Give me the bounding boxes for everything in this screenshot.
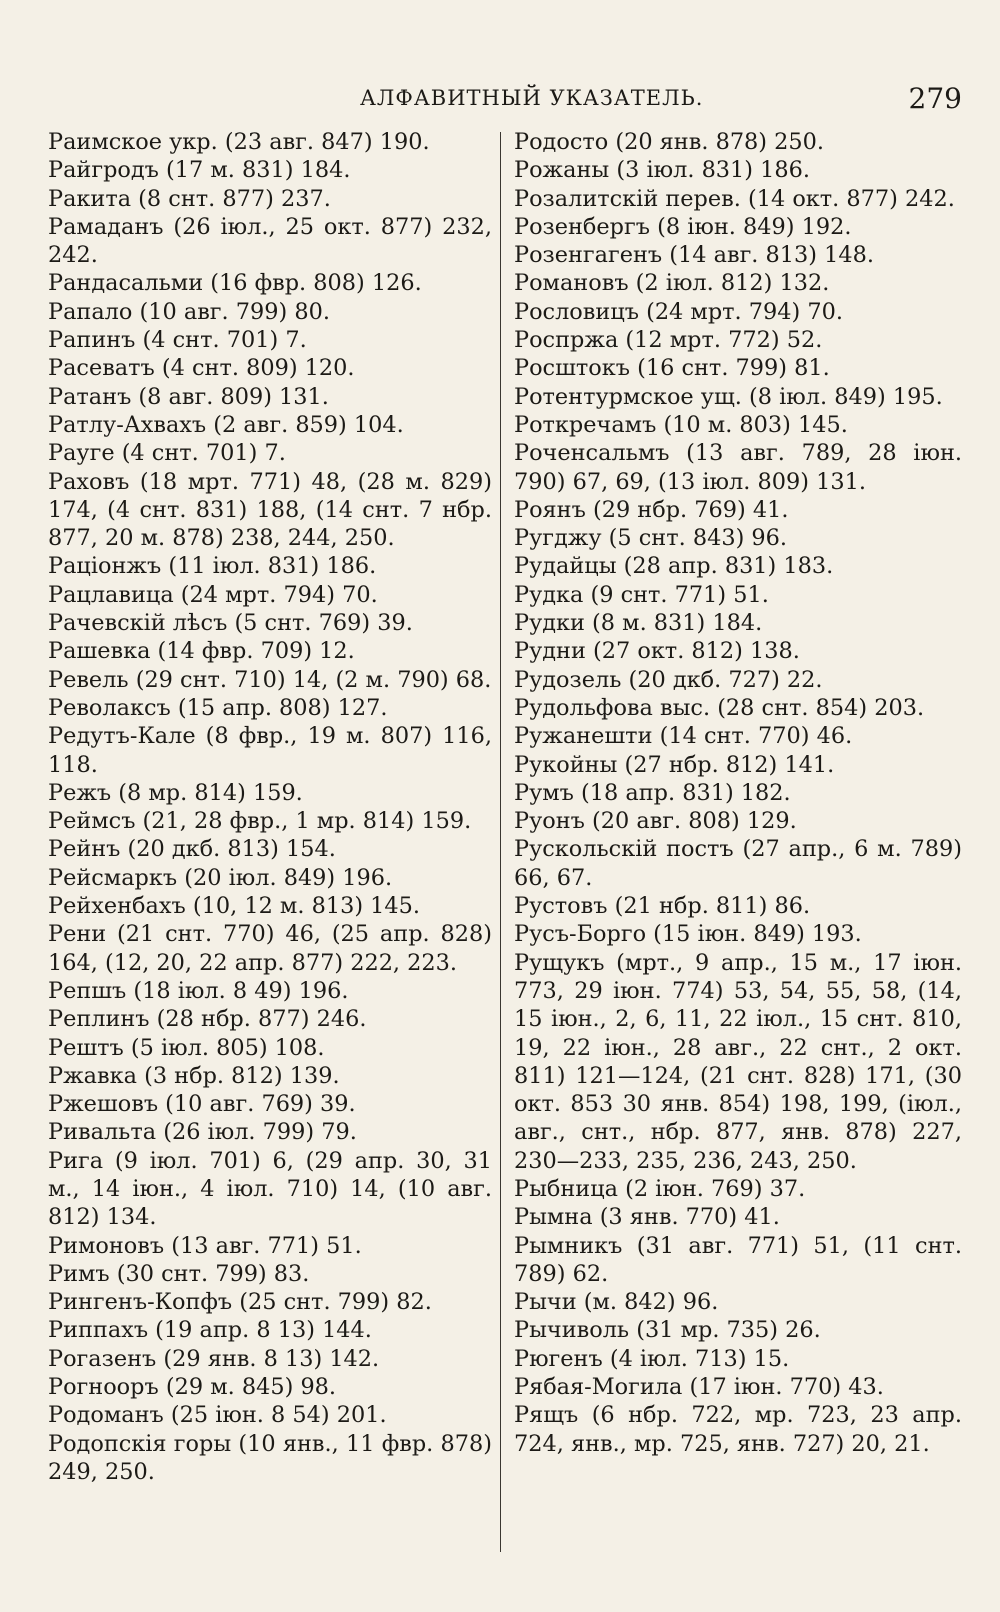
index-entry: Римъ (30 снт. 799) 83. <box>48 1260 310 1287</box>
index-entry: Родопскiя горы (10 янв., 11 фвр. 878) 249, 250. <box>48 1430 492 1485</box>
index-entry: Ривальта (26 iюл. 799) 79. <box>48 1119 357 1146</box>
index-entry: Рустовъ (21 нбр. 811) 86. <box>514 893 811 920</box>
index-entry: Риппахъ (19 апр. 8 13) 144. <box>48 1317 372 1344</box>
index-entry: Роспржа (12 мрт. 772) 52. <box>514 327 823 354</box>
index-entry: Русъ-Борго (15 iюн. 849) 193. <box>514 921 862 948</box>
index-entry: Ракита (8 снт. 877) 237. <box>48 185 331 212</box>
index-column-left <box>48 128 492 1486</box>
index-entry: Ратанъ (8 авг. 809) 131. <box>48 383 329 410</box>
index-entry: Румъ (18 апр. 831) 182. <box>514 779 791 806</box>
index-entry: Рештъ (5 iюл. 805) 108. <box>48 1034 325 1061</box>
index-entry: Ружанешти (14 снт. 770) 46. <box>514 723 853 750</box>
index-entry: Рудайцы (28 апр. 831) 183. <box>514 553 834 580</box>
index-entry: Рускольскiй постъ (27 апр., 6 м. 789) 66, 67. <box>514 836 962 891</box>
index-entry: Репшъ (18 iюл. 8 49) 196. <box>48 977 349 1004</box>
page-header <box>0 82 1000 122</box>
index-entry: Руонъ (20 авг. 808) 129. <box>514 808 797 835</box>
index-entry: Ржавка (3 нбр. 812) 139. <box>48 1062 340 1089</box>
index-entry: Рени (21 снт. 770) 46, (25 апр. 828) 164, (12, 20, 22 апр. 877) 222, 223. <box>48 921 492 976</box>
index-entry: Рапинъ (4 снт. 701) 7. <box>48 327 307 354</box>
index-entry: Рауге (4 снт. 701) 7. <box>48 440 286 467</box>
index-entry: Раимское укр. (23 авг. 847) 190. <box>48 129 430 155</box>
index-entry: Роянъ (29 нбр. 769) 41. <box>514 496 789 523</box>
index-entry: Рудки (8 м. 831) 184. <box>514 610 763 637</box>
index-entry: Рейсмаркъ (20 iюл. 849) 196. <box>48 864 393 891</box>
index-entry: Родосто (20 янв. 878) 250. <box>514 129 825 155</box>
index-entry: Родоманъ (25 iюн. 8 54) 201. <box>48 1402 387 1429</box>
index-entry: Рингенъ-Копфъ (25 снт. 799) 82. <box>48 1289 432 1316</box>
index-entry: Рымникъ (31 авг. 771) 51, (11 снт. 789) 62. <box>514 1232 962 1287</box>
index-entry: Расеватъ (4 снт. 809) 120. <box>48 355 355 382</box>
index-entry: Реймсъ (21, 28 фвр., 1 мр. 814) 159. <box>48 808 472 835</box>
index-entry: Розалитскiй перев. (14 окт. 877) 242. <box>514 185 955 212</box>
index-entry: Ратлу-Ахвахъ (2 авг. 859) 104. <box>48 411 404 438</box>
index-entry: Рогнооръ (29 м. 845) 98. <box>48 1374 337 1401</box>
index-entry: Ревель (29 снт. 710) 14, (2 м. 790) 68. <box>48 666 492 693</box>
index-entry: Рюгенъ (4 iюл. 713) 15. <box>514 1345 790 1372</box>
index-entry: Росштокъ (16 снт. 799) 81. <box>514 355 830 382</box>
index-entry: Рамаданъ (26 iюл., 25 окт. 877) 232, 242. <box>48 213 492 269</box>
index-entry: Рудка (9 снт. 771) 51. <box>514 581 769 608</box>
index-entry: Рословицъ (24 мрт. 794) 70. <box>514 298 843 325</box>
index-entry: Режъ (8 мр. 814) 159. <box>48 779 303 806</box>
index-entry: Рапало (10 авг. 799) 80. <box>48 298 330 325</box>
index-entry: Ржешовъ (10 авг. 769) 39. <box>48 1091 356 1118</box>
index-entry: Рейхенбахъ (10, 12 м. 813) 145. <box>48 893 421 920</box>
index-entry: Рейнъ (20 дкб. 813) 154. <box>48 836 336 863</box>
index-entry: Рига (9 iюл. 701) 6, (29 апр. 30, 31 м., 14 iюн., 4 iюл. 710) 14, (10 авг. 812) 134. <box>48 1147 492 1231</box>
index-entry: Реплинъ (28 нбр. 877) 246. <box>48 1006 367 1033</box>
index-entry: Римоновъ (13 авг. 771) 51. <box>48 1232 362 1259</box>
index-entry: Рычиволь (31 мр. 735) 26. <box>514 1317 821 1344</box>
index-entry: Рудни (27 окт. 812) 138. <box>514 638 800 665</box>
page-number: 279 <box>908 82 962 115</box>
index-entry: Рандасальми (16 фвр. 808) 126. <box>48 270 422 297</box>
index-entry: Рябая-Могила (17 iюн. 770) 43. <box>514 1374 884 1401</box>
index-entry: Рящъ (6 нбр. 722, мр. 723, 23 апр. 724, янв., мр. 725, янв. 727) 20, 21. <box>514 1402 962 1457</box>
index-entry: Ротентурмское ущ. (8 iюл. 849) 195. <box>514 383 943 410</box>
page-title: АЛФАВИТНЫЙ УКАЗАТЕЛЬ. <box>360 86 704 110</box>
index-entry: Райгродъ (17 м. 831) 184. <box>48 157 351 184</box>
index-entry: Роткречамъ (10 м. 803) 145. <box>514 411 848 438</box>
index-entry: Рыбница (2 iюн. 769) 37. <box>514 1175 806 1202</box>
index-entry: Револаксъ (15 апр. 808) 127. <box>48 694 388 721</box>
index-entry: Рущукъ (мрт., 9 апр., 15 м., 17 iюн. 773, 29 iюн. 774) 53, 54, 55, 58, (14, 15 iюн., 2, 6, 11, 22 iюл., 15 снт. 810, 19, 22 iюн., 28 авг., 22 снт., 2 окт. 811) 121—124, (21 снт. 828) 171, (30 окт. 853 30 янв. 854) 198, 199, (iюл., авг., снт., нбр. 877, янв. 878) 227, 230—233, 235, 236, 243, 250. <box>514 949 962 1174</box>
column-divider <box>500 132 501 1552</box>
index-entry: Рацлавица (24 мрт. 794) 70. <box>48 581 378 608</box>
index-entry: Романовъ (2 iюл. 812) 132. <box>514 270 830 297</box>
index-entry: Рожаны (3 iюл. 831) 186. <box>514 157 811 184</box>
index-entry: Рашевка (14 фвр. 709) 12. <box>48 638 355 665</box>
index-entry: Рудозель (20 дкб. 727) 22. <box>514 666 823 693</box>
index-entry: Редутъ-Кале (8 фвр., 19 м. 807) 116, 118. <box>48 723 492 778</box>
index-entry: Розенгагенъ (14 авг. 813) 148. <box>514 242 874 269</box>
index-column-right <box>514 128 962 1458</box>
index-entry: Ругджу (5 снт. 843) 96. <box>514 525 788 552</box>
index-entry: Рудольфова выс. (28 снт. 854) 203. <box>514 694 925 721</box>
index-entry: Рогазенъ (29 янв. 8 13) 142. <box>48 1345 380 1372</box>
index-entry: Рацiонжъ (11 iюл. 831) 186. <box>48 553 377 580</box>
index-entry: Розенбергъ (8 iюн. 849) 192. <box>514 213 852 240</box>
index-entry: Рукойны (27 нбр. 812) 141. <box>514 751 835 778</box>
index-entry: Рымна (3 янв. 770) 41. <box>514 1204 780 1231</box>
index-entry: Роченсальмъ (13 авг. 789, 28 iюн. 790) 67, 69, (13 iюл. 809) 131. <box>514 440 962 495</box>
index-entry: Рычи (м. 842) 96. <box>514 1289 719 1316</box>
index-entry: Раховъ (18 мрт. 771) 48, (28 м. 829) 174, (4 снт. 831) 188, (14 снт. 7 нбр. 877, 20 м. 878) 238, 244, 250. <box>48 468 492 552</box>
index-entry: Рачевскiй лѣсъ (5 снт. 769) 39. <box>48 610 413 637</box>
